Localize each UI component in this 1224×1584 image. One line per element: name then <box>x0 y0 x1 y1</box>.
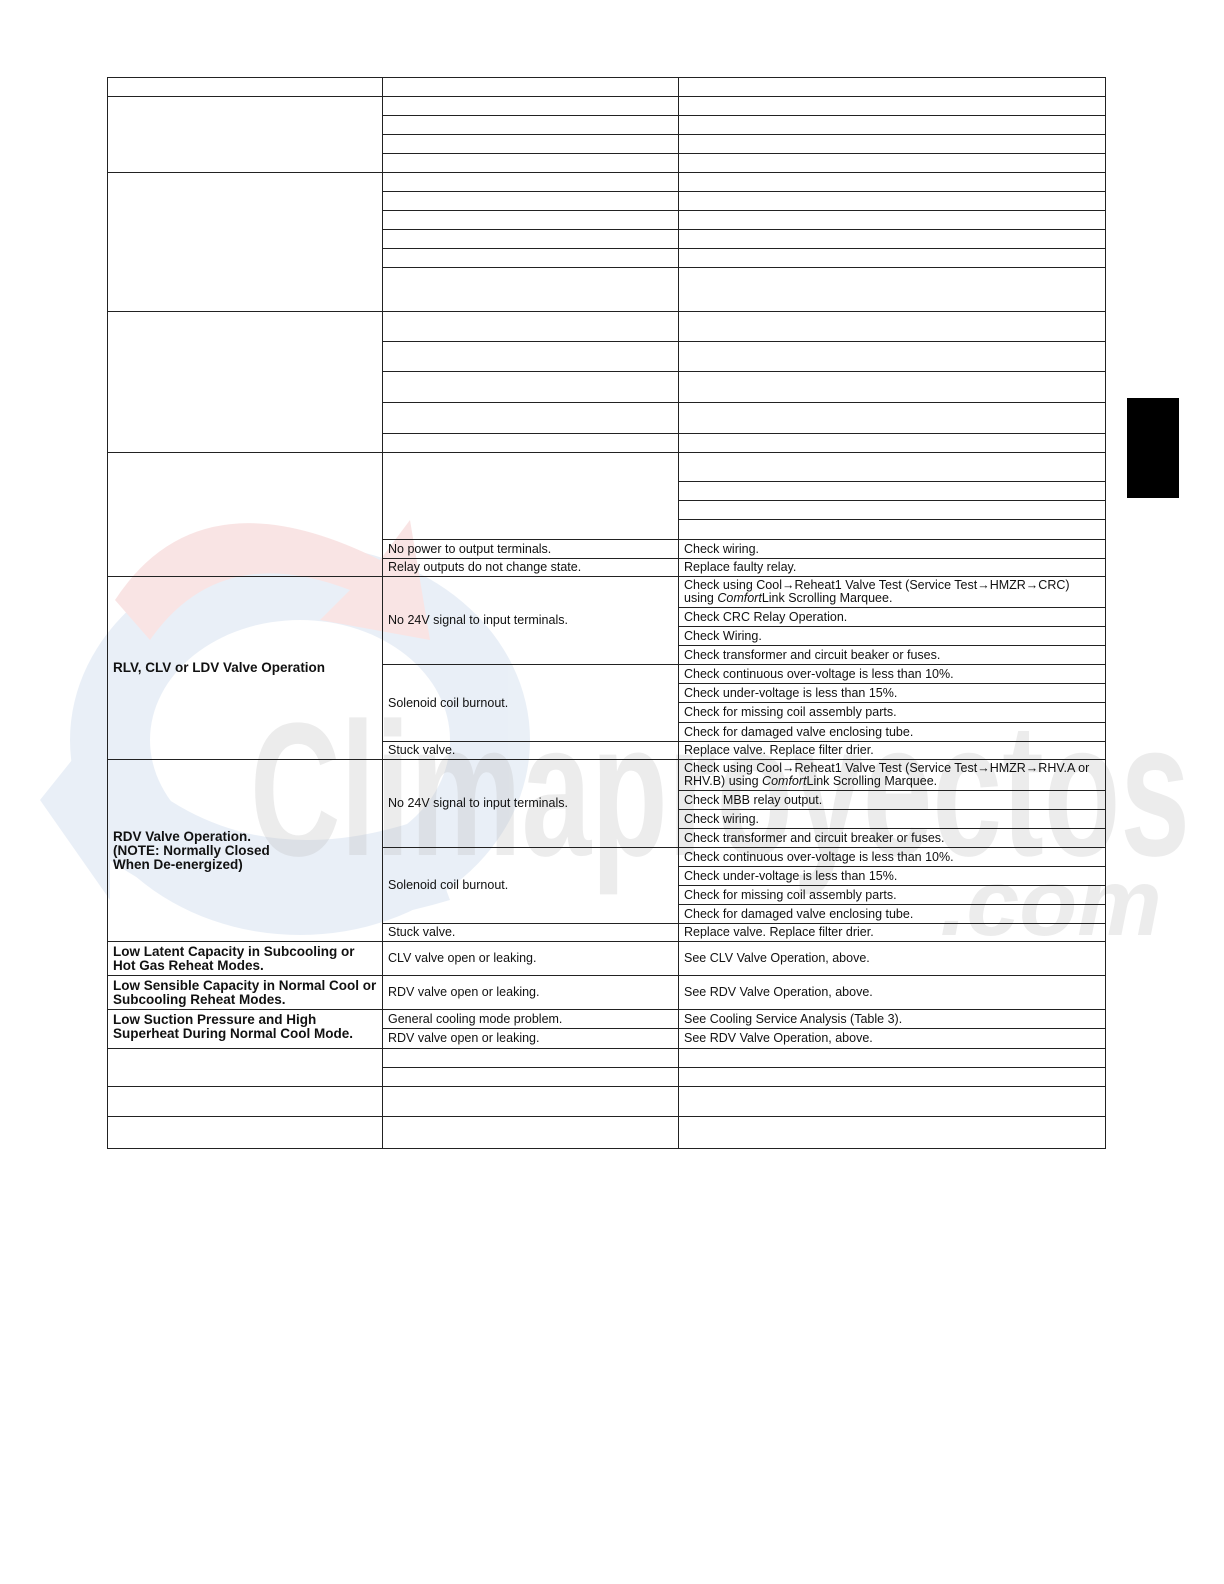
cause-cell <box>382 741 679 760</box>
cause-cell <box>382 558 679 577</box>
cause-cell <box>382 975 679 1010</box>
remedy-text: Replace valve. Replace filter drier. <box>684 743 874 757</box>
remedy-cell <box>678 975 1106 1010</box>
problem-text: Low Suction Pressure and High Superheat During Normal Cool Mode. <box>113 1012 354 1041</box>
problem-text: Low Sensible Capacity in Normal Cool or Subcooling Reheat Modes. <box>113 977 377 1007</box>
cause-text: Solenoid coil burnout. <box>388 695 509 710</box>
remedy-text: Check under-voltage is less than 15%. <box>684 868 898 883</box>
remedy-cell <box>678 267 1106 312</box>
remedy-text: Check using Cool→Reheat1 Valve Test (Service Test→HMZR→RHV.A or <box>684 761 1090 775</box>
problem-cell-low-suction <box>107 1009 383 1049</box>
remedy-cell <box>678 402 1106 434</box>
remedy-cell <box>678 923 1106 942</box>
remedy-text: Check continuous over-voltage is less than 10%. <box>684 666 954 681</box>
cause-text: RDV valve open or leaking. <box>388 1031 540 1045</box>
problem-cell <box>107 1116 383 1149</box>
remedy-text: See CLV Valve Operation, above. <box>684 951 870 965</box>
cause-cell <box>382 664 679 742</box>
remedy-cell <box>678 1086 1106 1117</box>
problem-cell <box>107 311 383 453</box>
cause-cell <box>382 115 679 135</box>
cause-cell <box>382 371 679 403</box>
cause-cell <box>382 759 679 848</box>
remedy-text: Replace faulty relay. <box>684 560 797 574</box>
remedy-cell <box>678 809 1106 829</box>
remedy-cell <box>678 191 1106 211</box>
remedy-cell <box>678 790 1106 810</box>
remedy-text: Check using Cool→Reheat1 Valve Test (Service Test→HMZR→CRC) <box>684 578 1070 592</box>
remedy-line <box>684 592 892 605</box>
remedy-text: Check for missing coil assembly parts. <box>684 887 897 902</box>
cause-cell <box>382 847 679 924</box>
cause-cell <box>382 267 679 312</box>
remedy-cell <box>678 904 1106 924</box>
cause-cell <box>382 1067 679 1087</box>
problem-text: RLV, CLV or LDV Valve Operation <box>113 660 326 675</box>
cause-cell <box>382 191 679 211</box>
remedy-cell <box>678 433 1106 453</box>
remedy-cell <box>678 452 1106 482</box>
remedy-text: Check for missing coil assembly parts. <box>684 705 897 719</box>
problem-text-block <box>113 830 270 872</box>
problem-cell-rlv <box>107 576 383 760</box>
remedy-cell <box>678 96 1106 116</box>
troubleshooting-table <box>107 77 1106 1149</box>
cause-cell <box>382 134 679 154</box>
cause-cell <box>382 576 679 665</box>
remedy-text: Check under-voltage is less than 15%. <box>684 685 898 700</box>
cause-cell <box>382 341 679 372</box>
remedy-text: Check continuous over-voltage is less than 10%. <box>684 849 954 864</box>
cause-cell <box>382 172 679 192</box>
cause-cell <box>382 248 679 268</box>
remedy-cell <box>678 172 1106 192</box>
remedy-cell <box>678 134 1106 154</box>
cause-cell <box>382 1028 679 1049</box>
remedy-cell <box>678 115 1106 135</box>
section-tab-marker <box>1127 398 1179 498</box>
remedy-cell <box>678 229 1106 249</box>
remedy-text: Check wiring. <box>684 541 760 556</box>
header-cell-cause <box>382 77 679 97</box>
remedy-text: Check CRC Relay Operation. <box>684 609 848 624</box>
remedy-cell <box>678 885 1106 905</box>
problem-text: Low Latent Capacity in Subcooling or Hot Gas Reheat Modes. <box>113 943 355 973</box>
cause-cell <box>382 311 679 342</box>
problem-cell <box>107 172 383 312</box>
cause-cell <box>382 210 679 230</box>
problem-cell-rdv <box>107 759 383 942</box>
cause-text: RDV valve open or leaking. <box>388 985 540 999</box>
cause-cell <box>382 1048 679 1068</box>
remedy-cell <box>678 1116 1106 1149</box>
remedy-cell <box>678 1009 1106 1029</box>
remedy-text: Link Scrolling Marquee. <box>806 774 938 788</box>
remedy-text: See Cooling Service Analysis (Table 3). <box>684 1011 903 1026</box>
cause-cell <box>382 153 679 173</box>
cause-cell <box>382 941 679 976</box>
problem-cell <box>107 1086 383 1117</box>
remedy-cell <box>678 341 1106 372</box>
remedy-text: Check wiring. <box>684 811 760 826</box>
remedy-text: Replace valve. Replace filter drier. <box>684 925 874 939</box>
header-cell-remedy <box>678 77 1106 97</box>
remedy-cell <box>678 153 1106 173</box>
remedy-cell <box>678 558 1106 577</box>
remedy-text: Link Scrolling Marquee. <box>761 591 893 605</box>
remedy-cell <box>678 866 1106 886</box>
cause-cell <box>382 452 679 540</box>
problem-cell-low-sensible <box>107 975 383 1010</box>
problem-line: RDV Valve Operation. <box>113 828 252 844</box>
remedy-text: Check Wiring. <box>684 628 762 643</box>
cause-text: CLV valve open or leaking. <box>388 951 537 965</box>
problem-cell <box>107 452 383 577</box>
remedy-cell <box>678 1067 1106 1087</box>
remedy-cell <box>678 481 1106 501</box>
remedy-line <box>684 775 937 788</box>
remedy-cell <box>678 576 1106 608</box>
problem-line: (NOTE: Normally Closed <box>113 842 270 858</box>
remedy-text: See RDV Valve Operation, above. <box>684 1031 873 1045</box>
remedy-cell <box>678 311 1106 342</box>
remedy-text: Check transformer and circuit breaker or fuses. <box>684 830 945 845</box>
remedy-cell <box>678 664 1106 684</box>
remedy-cell <box>678 722 1106 742</box>
cause-cell <box>382 539 679 559</box>
remedy-text: See RDV Valve Operation, above. <box>684 985 873 999</box>
remedy-text: Check MBB relay output. <box>684 792 823 807</box>
remedy-cell <box>678 1028 1106 1049</box>
remedy-cell <box>678 519 1106 540</box>
remedy-cell <box>678 248 1106 268</box>
watermark-word: Climaproyectos <box>250 684 1190 896</box>
remedy-cell <box>678 539 1106 559</box>
remedy-cell <box>678 741 1106 760</box>
remedy-text: Check for damaged valve enclosing tube. <box>684 724 914 739</box>
cause-text: Stuck valve. <box>388 925 456 939</box>
remedy-text: using <box>684 591 718 605</box>
remedy-cell <box>678 759 1106 791</box>
remedy-cell <box>678 683 1106 703</box>
cause-text: Solenoid coil burnout. <box>388 878 509 892</box>
remedy-cell <box>678 1048 1106 1068</box>
remedy-cell <box>678 941 1106 976</box>
cause-cell <box>382 1086 679 1117</box>
cause-text: General cooling mode problem. <box>388 1011 563 1026</box>
cause-text: No 24V signal to input terminals. <box>388 796 568 810</box>
header-cell-problem <box>107 77 383 97</box>
remedy-cell <box>678 210 1106 230</box>
remedy-text: RHV.B) using <box>684 774 763 788</box>
cause-cell <box>382 96 679 116</box>
remedy-cell <box>678 607 1106 627</box>
remedy-cell <box>678 500 1106 520</box>
cause-cell <box>382 402 679 434</box>
problem-cell-low-latent <box>107 941 383 976</box>
cause-cell <box>382 923 679 942</box>
cause-cell <box>382 1009 679 1029</box>
remedy-cell <box>678 371 1106 403</box>
cause-cell <box>382 229 679 249</box>
problem-line: When De-energized) <box>113 856 243 872</box>
brand-italic: Comfort <box>762 774 807 788</box>
remedy-cell <box>678 645 1106 665</box>
watermark-suffix: .com <box>940 850 1162 956</box>
problem-cell <box>107 96 383 173</box>
cause-text: No 24V signal to input terminals. <box>388 613 568 627</box>
remedy-cell <box>678 847 1106 867</box>
remedy-cell <box>678 828 1106 848</box>
cause-cell <box>382 433 679 453</box>
cause-text: Relay outputs do not change state. <box>388 560 582 574</box>
problem-cell <box>107 1048 383 1087</box>
cause-text: No power to output terminals. <box>388 541 552 556</box>
remedy-text: Check transformer and circuit beaker or fuses. <box>684 647 941 662</box>
brand-italic: Comfort <box>717 591 762 605</box>
cause-cell <box>382 1116 679 1149</box>
cause-text: Stuck valve. <box>388 743 456 757</box>
remedy-cell <box>678 626 1106 646</box>
remedy-cell <box>678 702 1106 723</box>
remedy-text: Check for damaged valve enclosing tube. <box>684 906 914 921</box>
